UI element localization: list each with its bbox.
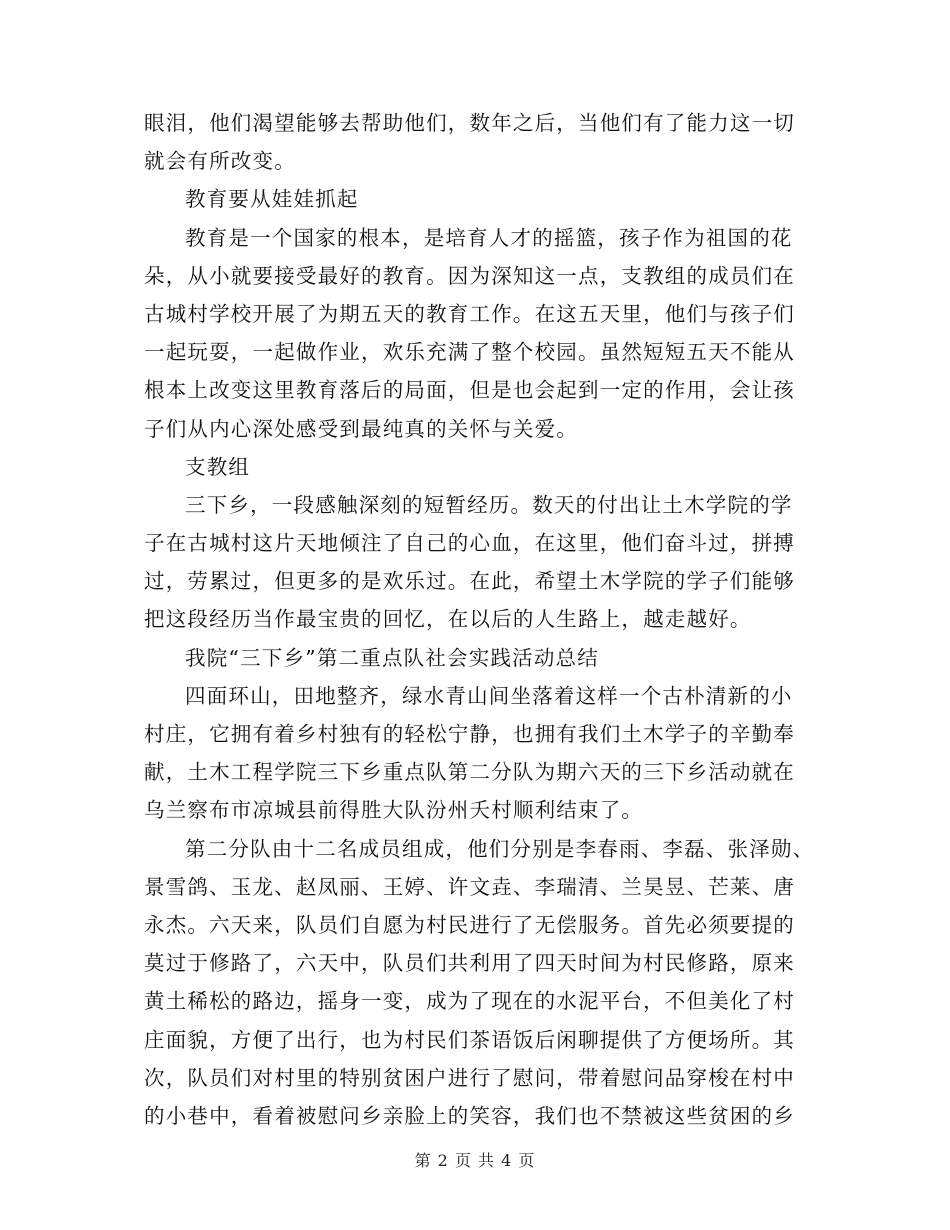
text-line: 第二分队由十二名成员组成，他们分别是李春雨、李磊、张泽勋、 — [185, 836, 815, 861]
text-line: 永杰。六天来，队员们自愿为村民进行了无偿服务。首先必须要提的 — [144, 912, 795, 937]
text-line: 莫过于修路了，六天中，队员们共利用了四天时间为村民修路，原来 — [144, 951, 795, 976]
text-line: 村庄，它拥有着乡村独有的轻松宁静，也拥有我们土木学子的辛勤奉 — [144, 722, 795, 746]
section-heading: 教育要从娃娃抓起 — [185, 187, 359, 212]
text-line: 就会有所改变。 — [144, 149, 296, 174]
text-line: 朵，从小就要接受最好的教育。因为深知这一点，支教组的成员们在 — [144, 263, 795, 288]
section-heading: 支教组 — [185, 454, 251, 479]
text-line: 黄土稀松的路边，摇身一变，成为了现在的水泥平台，不但美化了村 — [144, 989, 795, 1014]
text-line: 的小巷中，看着被慰问乡亲脸上的笑容，我们也不禁被这些贫困的乡 — [144, 1103, 795, 1128]
text-line: 献，土木工程学院三下乡重点队第二分队为期六天的三下乡活动就在 — [144, 760, 795, 785]
text-line: 乌兰察布市凉城县前得胜大队汾州夭村顺利结束了。 — [144, 798, 644, 823]
text-line: 过，劳累过，但更多的是欢乐过。在此，希望土木学院的学子们能够 — [144, 569, 795, 594]
text-line: 子在古城村这片天地倾注了自己的心血，在这里，他们奋斗过，拼搏 — [144, 531, 795, 556]
text-line: 眼泪，他们渴望能够去帮助他们，数年之后，当他们有了能力这一切 — [144, 111, 795, 135]
page-number: 第 2 页 共 4 页 — [414, 1151, 536, 1170]
text-line: 四面环山，田地整齐，绿水青山间坐落着这样一个古朴清新的小 — [185, 683, 793, 708]
text-line: 景雪鸽、玉龙、赵凤丽、王婷、许文垚、李瑞清、兰昊昱、芒莱、唐 — [144, 874, 795, 899]
body-text — [144, 104, 814, 1135]
text-line: 子们从内心深处感受到最纯真的关怀与关爱。 — [144, 416, 578, 441]
text-line: 根本上改变这里教育落后的局面，但是也会起到一定的作用，会让孩 — [144, 378, 795, 403]
section-heading: 我院“三下乡”第二重点队社会实践活动总结 — [185, 645, 599, 670]
text-line: 一起玩耍，一起做作业，欢乐充满了整个校园。虽然短短五天不能从 — [144, 340, 795, 365]
text-line: 庄面貌，方便了出行，也为村民们茶语饭后闲聊提供了方便场所。其 — [144, 1027, 795, 1052]
text-line: 把这段经历当作最宝贵的回忆，在以后的人生路上，越走越好。 — [144, 607, 752, 632]
text-line: 三下乡，一段感触深刻的短暂经历。数天的付出让土木学院的学 — [185, 492, 793, 517]
text-line: 教育是一个国家的根本，是培育人才的摇篮，孩子作为祖国的花 — [185, 225, 793, 250]
text-line: 古城村学校开展了为期五天的教育工作。在这五天里，他们与孩子们 — [144, 301, 795, 326]
text-line: 次，队员们对村里的特别贫困户进行了慰问，带着慰问品穿梭在村中 — [144, 1065, 795, 1090]
